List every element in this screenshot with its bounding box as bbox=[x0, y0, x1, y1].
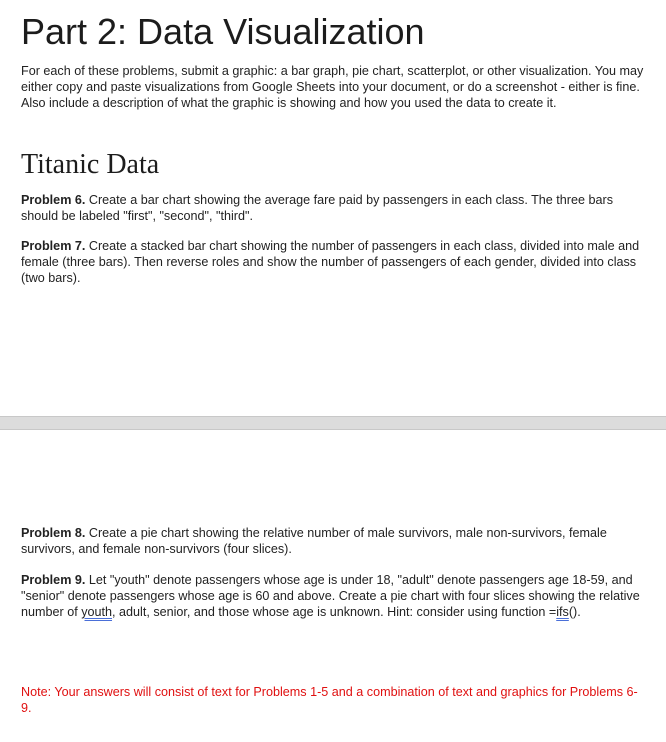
intro-paragraph: For each of these problems, submit a graphic: a bar graph, pie chart, scatterplot, or other visualization. You may either copy and paste visualizations from Google Sheets into your document, or do a screenshot - either is fine. Also include a description of what the graphic is showing and how you used the data to create it. bbox=[21, 64, 644, 110]
problem-8-label: Problem 8. bbox=[21, 526, 86, 540]
page-title: Part 2: Data Visualization bbox=[21, 11, 425, 52]
page-break bbox=[0, 416, 666, 430]
problem-6 bbox=[21, 192, 646, 224]
problem-9-text-a: Let "youth" denote passengers whose age is under 18, "adult" denote passengers age 18-59, and "senior" denote passengers whose age is 60 and above. Create a pie chart with four slices showing the relative number of bbox=[21, 573, 640, 619]
document-page-2 bbox=[0, 430, 666, 742]
section-heading: Titanic Data bbox=[21, 149, 160, 180]
spellcheck-word-ifs[interactable]: ifs bbox=[556, 605, 569, 619]
problem-9 bbox=[21, 572, 646, 620]
problem-9-label: Problem 9. bbox=[21, 573, 86, 587]
problem-7-text: Create a stacked bar chart showing the number of passengers in each class, divided into male and female (three bars). Then reverse roles and show the number of passengers of each gender, divided into class (two bars). bbox=[21, 239, 640, 285]
spellcheck-word-youth[interactable]: youth bbox=[81, 605, 113, 619]
problem-8 bbox=[21, 525, 646, 557]
problem-8-text: Create a pie chart showing the relative number of male survivors, male non-survivors, female survivors, and female non-survivors (four slices). bbox=[21, 526, 607, 556]
problem-7-label: Problem 7. bbox=[21, 239, 86, 253]
problem-9-text-c: (). bbox=[568, 605, 581, 619]
problem-7 bbox=[21, 238, 646, 286]
problem-6-text: Create a bar chart showing the average fare paid by passengers in each class. The three bars should be labeled "first", "second", "third". bbox=[21, 193, 613, 223]
problem-9-text-b: , adult, senior, and those whose age is unknown. Hint: consider using function = bbox=[112, 605, 557, 619]
note-paragraph: Note: Your answers will consist of text for Problems 1-5 and a combination of text and graphics for Problems 6-9. bbox=[21, 685, 638, 715]
problem-6-label: Problem 6. bbox=[21, 193, 86, 207]
